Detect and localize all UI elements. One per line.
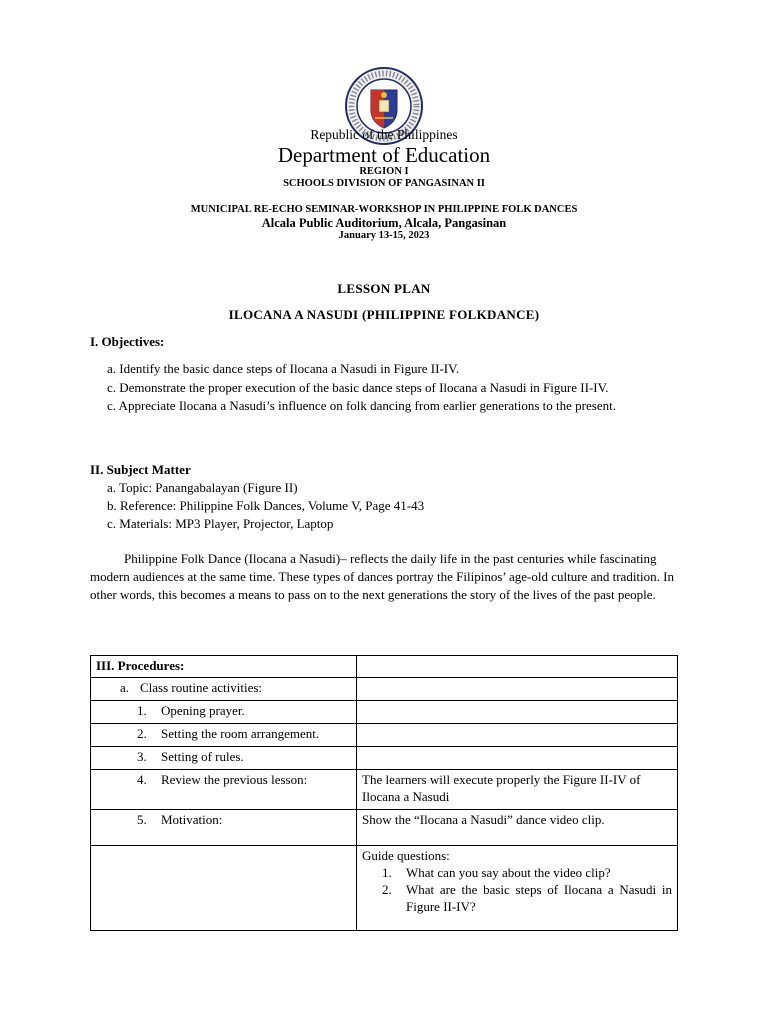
subject-matter-heading: II. Subject Matter <box>90 462 191 477</box>
venue-line: Alcala Public Auditorium, Alcala, Pangasinan <box>261 216 507 230</box>
step-detail-cell <box>357 724 678 747</box>
question-number: 1. <box>382 865 392 880</box>
step-cell <box>91 810 357 846</box>
table-row <box>91 701 678 724</box>
objectives-list <box>107 360 647 416</box>
table-row <box>91 846 678 931</box>
department-name: Department of Education <box>277 143 491 167</box>
subject-item: c. Materials: MP3 Player, Projector, Laptop <box>107 516 334 531</box>
table-cell <box>357 656 678 678</box>
step-cell <box>91 770 357 810</box>
step-label: Setting the room arrangement. <box>161 726 320 741</box>
table-cell <box>357 678 678 701</box>
guide-question <box>362 864 672 881</box>
objective-item: a. Identify the basic dance steps of Ilocana a Nasudi in Figure II-IV. <box>107 361 460 376</box>
table-row <box>91 678 678 701</box>
objective-item: c. Appreciate Ilocana a Nasudi’s influence on folk dancing from earlier generations to the present. <box>107 398 616 413</box>
step-number: 2. <box>137 726 147 741</box>
table-row <box>91 724 678 747</box>
subject-item: a. Topic: Panangabalayan (Figure II) <box>107 480 298 495</box>
objectives-heading: I. Objectives: <box>90 334 165 349</box>
region-line: REGION I <box>359 166 409 177</box>
lesson-plan-heading: LESSON PLAN <box>337 281 431 296</box>
step-label: Motivation: <box>161 812 223 827</box>
step-cell <box>91 724 357 747</box>
step-label: Setting of rules. <box>161 749 244 764</box>
table-row <box>91 747 678 770</box>
procedures-heading: III. Procedures: <box>91 656 357 678</box>
procedures-table <box>90 655 678 931</box>
step-cell <box>91 747 357 770</box>
step-number: 3. <box>137 749 147 764</box>
guide-question <box>362 881 672 915</box>
lesson-title: ILOCANA A NASUDI (PHILIPPINE FOLKDANCE) <box>228 307 540 322</box>
list-marker: a. <box>120 680 130 695</box>
guide-questions-label: Guide questions: <box>362 848 450 863</box>
table-row <box>91 770 678 810</box>
subject-matter-list <box>107 479 424 533</box>
step-number: 1. <box>137 703 147 718</box>
date-line: January 13-15, 2023 <box>338 230 430 241</box>
class-routine-label: Class routine activities: <box>140 680 263 695</box>
guide-questions-cell <box>357 846 678 931</box>
step-number: 4. <box>137 772 147 787</box>
step-cell <box>91 701 357 724</box>
table-row <box>91 656 678 678</box>
question-text: What are the basic steps of Ilocana a Nasudi in Figure II-IV? <box>406 882 672 914</box>
intro-paragraph: Philippine Folk Dance (Ilocana a Nasudi)– reflects the daily life in the past centuries while fascinating modern audiences at the same time. These types of dances portray the Filipinos’ age-old culture and tradition. In other words, this becomes a means to pass on to the next generations the story of the lives of the past people. <box>90 551 674 602</box>
table-row <box>91 810 678 846</box>
step-label: Opening prayer. <box>161 703 245 718</box>
objective-item: c. Demonstrate the proper execution of the basic dance steps of Ilocana a Nasudi in Figure II-IV. <box>107 379 609 395</box>
question-number: 2. <box>382 882 392 897</box>
table-cell <box>91 846 357 931</box>
subject-item: b. Reference: Philippine Folk Dances, Volume V, Page 41-43 <box>107 498 425 513</box>
division-line: SCHOOLS DIVISION OF PANGASINAN II <box>283 178 485 189</box>
question-text: What can you say about the video clip? <box>406 865 611 880</box>
class-routine-cell <box>91 678 357 701</box>
step-detail-cell: The learners will execute properly the Figure II-IV of Ilocana a Nasudi <box>357 770 678 810</box>
republic-line: Republic of the Philippines <box>310 127 458 142</box>
step-detail-cell <box>357 701 678 724</box>
step-label: Review the previous lesson: <box>161 772 308 787</box>
seminar-title: MUNICIPAL RE-ECHO SEMINAR-WORKSHOP IN PHILIPPINE FOLK DANCES <box>190 204 578 215</box>
step-detail-cell: Show the “Ilocana a Nasudi” dance video clip. <box>357 810 678 846</box>
step-number: 5. <box>137 812 147 827</box>
step-detail-cell <box>357 747 678 770</box>
